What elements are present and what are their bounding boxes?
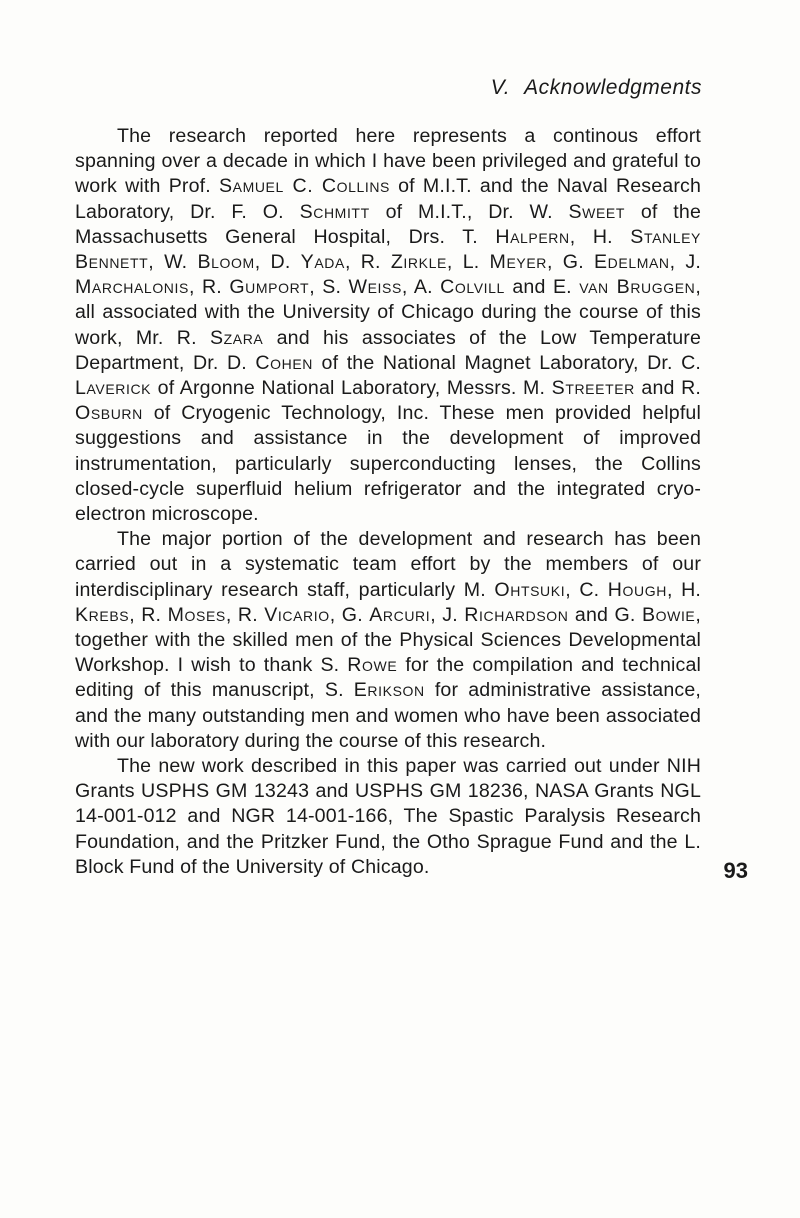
text-run: , L. (446, 251, 490, 274)
person-name: Zirkle (390, 251, 447, 274)
person-name: Streeter (551, 377, 635, 400)
text-run: of the National Magnet Laboratory, Dr. C. (313, 351, 701, 374)
text-run: of the Massachusetts General Hospital, Drs. T. (75, 200, 701, 248)
text-run: , R. (129, 603, 168, 626)
text-run: , together with the skilled men of the Physical Sciences Developmental Workshop. I wish to thank S. (75, 603, 701, 677)
person-name: Yada (300, 251, 345, 274)
person-name: Gumport (229, 276, 310, 299)
person-name: Edelman (594, 251, 670, 274)
person-name: Osburn (75, 402, 143, 425)
text-run: , G. (547, 251, 594, 274)
person-name: Weiss (348, 276, 402, 299)
text-run: , H. (569, 225, 631, 248)
person-name: Moses (167, 603, 226, 626)
text-run: and E. (504, 276, 580, 299)
text-run: , H. (666, 578, 701, 601)
text-run: , R. (225, 603, 265, 626)
text-run: of Cryogenic Technology, Inc. These men provided helpful suggestions and assistance in the development of improved instrumentation, particularly superconducting lenses, the Collins closed-cycle superfluid helium refrigerator and the integrated cryo-electron microscope. (75, 402, 701, 526)
text-run: and R. (634, 377, 701, 400)
person-name: Laverick (75, 377, 152, 400)
person-name: Bloom (197, 251, 255, 274)
person-name: Cohen (255, 351, 314, 374)
text-run: , J. (669, 251, 701, 274)
person-name: Stanley Bennett (75, 225, 701, 274)
text-run: The major portion of the development and research has been carried out in a systematic team effort by the members of our interdisciplinary research staff, particularly M. (75, 528, 701, 601)
text-run: , C. (565, 578, 608, 601)
text-run: and his associates of the Low Temperature Department, Dr. D. (75, 326, 701, 374)
person-name: Arcuri (369, 603, 431, 626)
person-name: Colvill (440, 276, 505, 299)
text-run: of M.I.T. and the Naval Research Laboratory, Dr. F. O. (75, 175, 701, 223)
paragraph-2 (75, 527, 701, 754)
person-name: Sweet (568, 200, 626, 223)
text-run: , J. (430, 603, 465, 626)
text-run: , R. (344, 251, 391, 274)
person-name: Marchalonis (75, 276, 189, 299)
person-name: Rowe (347, 654, 398, 677)
person-name: Bowie (641, 603, 696, 626)
section-number: V. (490, 76, 511, 99)
text-run: for administrative assistance, and the many outstanding men and women who have been associated with our laboratory during the course of this research. (75, 679, 701, 752)
paragraph-1 (75, 124, 701, 527)
section-title: Acknowledgments (524, 76, 702, 99)
text-run: The new work described in this paper was carried out under NIH Grants USPHS GM 13243 and USPHS GM 18236, NASA Grants NGL 14-001-012 and NGR 14-001-166, The Spastic Paralysis Research Foundation, and the Pritzker Fund, the Otho Sprague Fund and the L. Block Fund of the University of Chicago. (75, 755, 701, 878)
person-name: Hough (607, 578, 667, 601)
page-number: 93 (723, 858, 748, 883)
person-name: Szara (209, 326, 264, 349)
paragraph-3 (75, 754, 701, 880)
text-run: , D. (254, 251, 301, 274)
text-run: , G. (329, 603, 370, 626)
person-name: Ohtsuki (494, 578, 566, 601)
person-name: Halpern (495, 225, 570, 248)
person-name: Krebs (75, 603, 130, 626)
person-name: Erikson (353, 679, 425, 702)
person-name: Vicario (264, 603, 330, 626)
acknowledgments-body (75, 124, 701, 880)
text-run: , S. (309, 276, 349, 299)
person-name: Richardson (464, 603, 569, 626)
text-run: The research reported here represents a continous effort spanning over a decade in which I have been privileged and grateful to work with Prof. (75, 125, 701, 198)
text-run: , all associated with the University of Chicago during the course of this work, Mr. R. (75, 276, 701, 349)
text-run: of Argonne National Laboratory, Messrs. M. (151, 377, 552, 400)
running-head (491, 76, 702, 100)
person-name: Samuel C. Collins (218, 175, 390, 198)
person-name: van Bruggen (579, 276, 696, 299)
text-run: , R. (188, 276, 230, 299)
text-run: and G. (568, 603, 642, 626)
person-name: Meyer (489, 251, 547, 274)
text-run: , A. (401, 276, 441, 299)
text-run: of M.I.T., Dr. W. (369, 200, 569, 223)
text-run: , W. (148, 251, 198, 274)
person-name: Schmitt (299, 200, 370, 223)
text-run: for the compilation and technical editing of this manuscript, S. (75, 654, 701, 702)
